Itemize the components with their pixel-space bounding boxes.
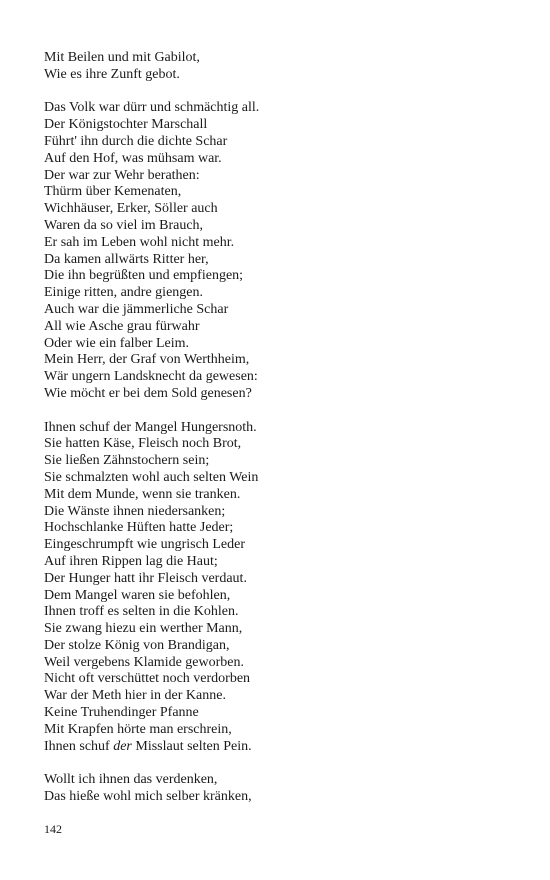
stanza-2 (44, 100, 514, 402)
verse-line: Das hieße wohl mich selber kränken, (44, 789, 252, 805)
verse-line: Sie schmalzten wohl auch selten Wein (44, 469, 259, 485)
stanza-1 (44, 50, 514, 84)
verse-line: Da kamen allwärts Ritter her, (44, 251, 209, 267)
verse-line: Auf den Hof, was mühsam war. (44, 150, 222, 166)
verse-line: Er sah im Leben wohl nicht mehr. (44, 234, 235, 250)
verse-text: Misslaut selten Pein. (131, 738, 252, 754)
verse-line: Dem Mangel waren sie befohlen, (44, 587, 231, 603)
verse-line: Thürm über Kemenaten, (44, 184, 182, 200)
verse-line: Das Volk war dürr und schmächtig all. (44, 100, 260, 116)
verse-line: Ihnen troff es selten in die Kohlen. (44, 604, 239, 620)
verse-line: Wie möcht er bei dem Sold genesen? (44, 385, 252, 401)
verse-line: Der Königstochter Marschall (44, 117, 208, 133)
verse-line: Wichhäuser, Erker, Söller auch (44, 201, 218, 217)
verse-line: Sie ließen Zähnstochern sein; (44, 453, 210, 469)
verse-line: Die ihn begrüßten und empfiengen; (44, 268, 244, 284)
poem-text (44, 50, 514, 823)
verse-line: Wär ungern Landsknecht da gewesen: (44, 369, 258, 385)
verse-line: Mein Herr, der Graf von Werthheim, (44, 352, 250, 368)
verse-line: Hochschlanke Hüften hatte Jeder; (44, 520, 234, 536)
emphasized-word: der (113, 738, 132, 754)
verse-line: Ihnen schuf der Mangel Hungersnoth. (44, 419, 257, 435)
verse-line: Mit dem Munde, wenn sie tranken. (44, 486, 241, 502)
verse-line: Führt' ihn durch die dichte Schar (44, 133, 228, 149)
verse-line: Der stolze König von Brandigan, (44, 637, 230, 653)
verse-line: Einige ritten, andre giengen. (44, 285, 203, 301)
verse-line: Sie zwang hiezu ein werther Mann, (44, 621, 243, 637)
verse-line: Auf ihren Rippen lag die Haut; (44, 553, 218, 569)
verse-line: Mit Krapfen hörte man erschrein, (44, 721, 232, 737)
verse-line: Waren da so viel im Brauch, (44, 217, 204, 233)
verse-text: Ihnen schuf (44, 738, 114, 754)
verse-line-with-emphasis (44, 739, 514, 756)
verse-line: Sie hatten Käse, Fleisch noch Brot, (44, 436, 242, 452)
page-number: 142 (44, 822, 62, 836)
verse-line: Eingeschrumpft wie ungrisch Leder (44, 537, 245, 553)
verse-line: Die Wänste ihnen niedersanken; (44, 503, 226, 519)
verse-line: Keine Truhendinger Pfanne (44, 705, 199, 721)
stanza-3 (44, 420, 514, 756)
verse-line: Mit Beilen und mit Gabilot, (44, 50, 200, 65)
verse-line: Der Hunger hatt ihr Fleisch verdaut. (44, 570, 247, 586)
verse-line: Nicht oft verschüttet noch verdorben (44, 671, 251, 687)
verse-line: Weil vergebens Klamide geworben. (44, 654, 244, 670)
verse-line: Wollt ich ihnen das verdenken, (44, 772, 218, 788)
verse-line: Der war zur Wehr berathen: (44, 167, 200, 183)
verse-line: War der Meth hier in der Kanne. (44, 688, 226, 704)
verse-line: Auch war die jämmerliche Schar (44, 301, 229, 317)
verse-line: Wie es ihre Zunft gebot. (44, 66, 180, 82)
verse-line: Oder wie ein falber Leim. (44, 335, 189, 351)
verse-line: All wie Asche grau fürwahr (44, 318, 200, 334)
stanza-4 (44, 772, 514, 806)
